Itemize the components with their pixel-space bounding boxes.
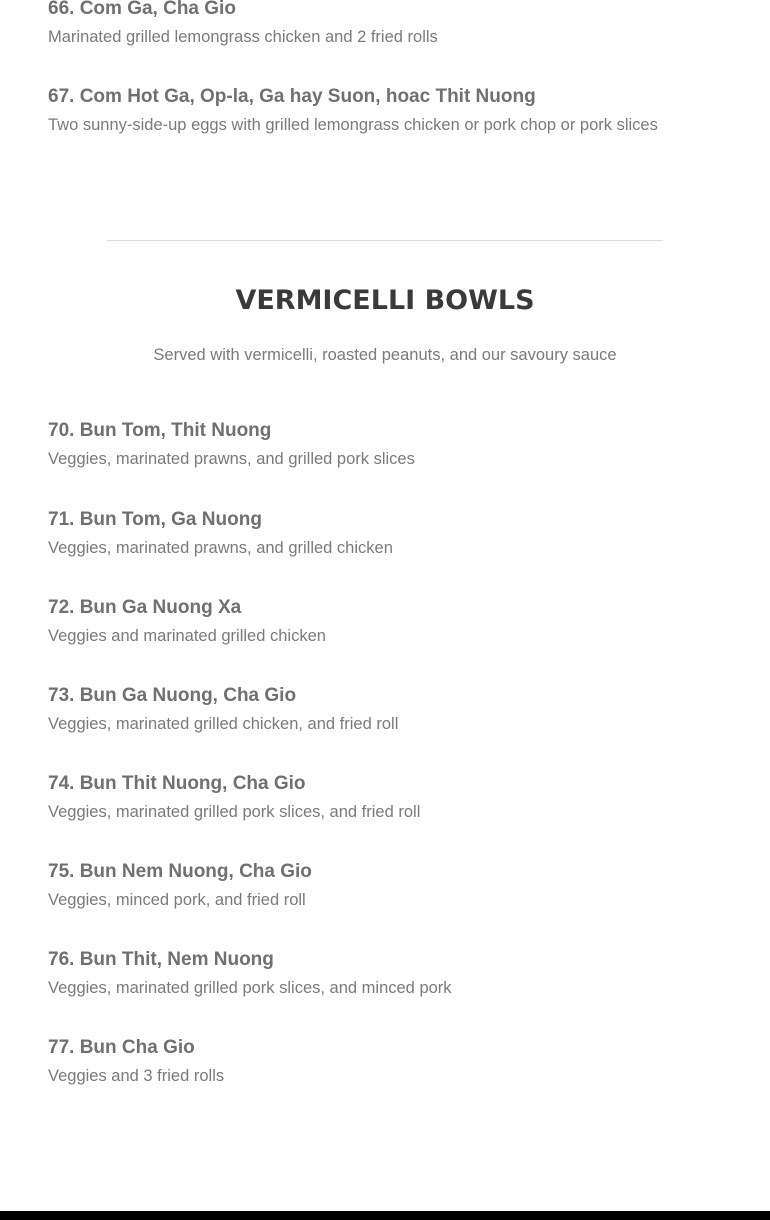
- section-subtitle: Served with vermicelli, roasted peanuts, and our savoury sauce: [153, 346, 617, 364]
- menu-item-description: Veggies, marinated prawns, and grilled chicken: [48, 539, 393, 557]
- menu-item-74: [48, 772, 668, 824]
- menu-item-description: Veggies, minced pork, and fried roll: [48, 891, 306, 909]
- menu-item-description: Veggies, marinated grilled pork slices, and fried roll: [48, 803, 421, 821]
- menu-item-67: [48, 85, 668, 137]
- menu-item-description: Two sunny-side-up eggs with grilled lemongrass chicken or pork chop or pork slices: [48, 116, 658, 134]
- menu-item-70: [48, 419, 668, 471]
- menu-item-description: Veggies, marinated grilled chicken, and fried roll: [48, 715, 399, 733]
- footer-bar: [0, 1211, 770, 1220]
- menu-item-71: [48, 508, 668, 560]
- menu-item-76: [48, 948, 668, 1000]
- menu-item-title: 71. Bun Tom, Ga Nuong: [48, 509, 262, 530]
- menu-item-77: [48, 1036, 668, 1088]
- menu-item-75: [48, 860, 668, 912]
- section-title: VERMICELLI BOWLS: [235, 285, 535, 316]
- menu-item-description: Veggies and 3 fried rolls: [48, 1067, 225, 1085]
- menu-item-title: 70. Bun Tom, Thit Nuong: [48, 420, 272, 441]
- menu-item-description: Veggies, marinated grilled pork slices, and minced pork: [48, 979, 452, 997]
- menu-item-73: [48, 684, 668, 736]
- menu-item-title: 77. Bun Cha Gio: [48, 1037, 195, 1058]
- menu-item-title: 67. Com Hot Ga, Op-la, Ga hay Suon, hoac Thit Nuong: [48, 86, 536, 107]
- menu-item-title: 75. Bun Nem Nuong, Cha Gio: [48, 861, 312, 882]
- menu-item-66: [48, 0, 668, 49]
- menu-item-description: Veggies, marinated prawns, and grilled pork slices: [48, 450, 415, 468]
- menu-item-title: 74. Bun Thit Nuong, Cha Gio: [48, 773, 306, 794]
- menu-item-title: 66. Com Ga, Cha Gio: [48, 0, 236, 19]
- menu-item-72: [48, 596, 668, 648]
- menu-item-title: 72. Bun Ga Nuong Xa: [48, 597, 242, 618]
- menu-item-description: Marinated grilled lemongrass chicken and 2 fried rolls: [48, 28, 438, 46]
- menu-item-description: Veggies and marinated grilled chicken: [48, 627, 326, 645]
- menu-item-title: 73. Bun Ga Nuong, Cha Gio: [48, 685, 297, 706]
- section-divider: [107, 240, 663, 241]
- menu-item-title: 76. Bun Thit, Nem Nuong: [48, 949, 274, 970]
